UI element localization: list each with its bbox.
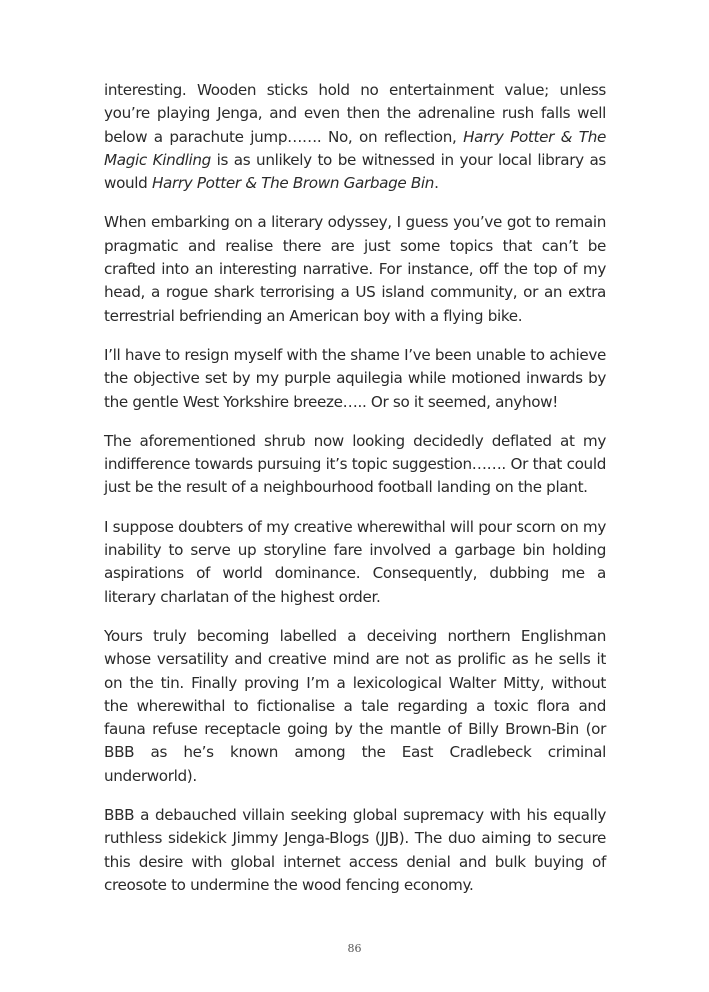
text-run: interesting. Wooden sticks hold no entertainment value; unless you’re playing Jenga, and even then the adrenaline rush falls well below a parachute jump……. No, on reflection, (104, 81, 606, 146)
text-run: The aforementioned shrub now looking decidedly deflated at my indifference towards pursuing it’s topic suggestion……. Or that could just be the result of a neighbourhood football landing on the plant. (104, 431, 606, 497)
text-run: . (434, 174, 439, 193)
paragraph-4 (104, 430, 606, 500)
text-run: is as unlikely to be witnessed in your local library as would (104, 150, 606, 193)
paragraph-2 (104, 211, 606, 327)
text-run: I’ll have to resign myself with the shame I’ve been unable to achieve the objective set by my purple aquilegia while motioned inwards by the gentle West Yorkshire breeze….. Or so it seemed, anyhow! (104, 345, 606, 411)
paragraph-5 (104, 516, 606, 609)
paragraph-6 (104, 625, 606, 788)
paragraph-1 (104, 79, 606, 195)
body-text (104, 79, 606, 897)
book-title-italic: Harry Potter & The Magic Kindling (104, 127, 606, 169)
paragraph-3 (104, 344, 606, 414)
text-run: When embarking on a literary odyssey, I guess you’ve got to remain pragmatic and realise there are just some topics that can’t be crafted into an interesting narrative. For instance, off the top of my head, a rogue shark terrorising a US island community, or an extra terrestrial befriending an American boy with a flying bike. (104, 213, 606, 325)
book-title-italic: Harry Potter & The Brown Garbage Bin (151, 174, 435, 193)
text-run: BBB a debauched villain seeking global supremacy with his equally ruthless sidekick Jimmy Jenga-Blogs (JJB). The duo aiming to secure this desire with global internet access denial and bulk buying of creosote to undermine the wood fencing economy. (104, 806, 606, 894)
text-run: Yours truly becoming labelled a deceiving northern Englishman whose versatility and creative mind are not as prolific as he sells it on the tin. Finally proving I’m a lexicological Walter Mitty, without the wherewithal to fictionalise a tale regarding a toxic flora and fauna refuse receptacle going by the mantle of Billy Brown-Bin (or BBB as he’s known among the East Cradlebeck criminal underworld). (104, 626, 606, 785)
page-number: 86 (347, 942, 362, 955)
text-run: I suppose doubters of my creative wherewithal will pour scorn on my inability to serve up storyline fare involved a garbage bin holding aspirations of world dominance. Consequently, dubbing me a literary charlatan of the highest order. (104, 517, 606, 606)
paragraph-7 (104, 804, 606, 897)
